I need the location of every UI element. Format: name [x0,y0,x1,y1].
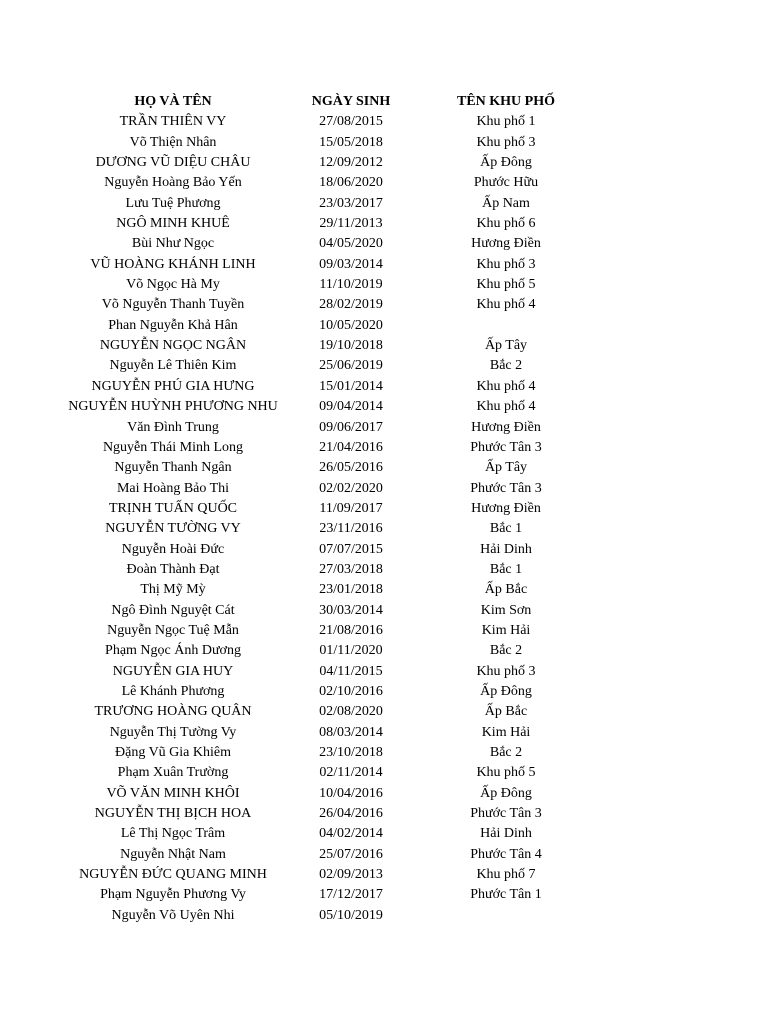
dob-cell: 08/03/2014 [319,724,383,740]
area-cell [422,316,590,336]
header-area: TÊN KHU PHỐ [456,94,555,109]
name-cell: Nguyễn Lê Thiên Kim [109,358,237,374]
table-row [66,662,706,682]
name-cell: Lê Khánh Phương [121,683,225,699]
table-header-row [66,92,706,112]
name-cell: Nguyễn Thái Minh Long [102,439,244,455]
table-row [66,824,706,844]
name-cell: NGUYỄN THỊ BỊCH HOA [94,806,252,822]
name-cell: Nguyễn Ngọc Tuệ Mẫn [107,622,239,638]
table-row [66,641,706,661]
area-cell: Bắc 1 [489,561,523,577]
table-row [66,397,706,417]
area-cell: Ấp Đông [480,155,532,171]
table-row [66,784,706,804]
table-row [66,763,706,783]
name-cell: TRƯƠNG HOÀNG QUÂN [94,704,252,720]
name-cell: VŨ HOÀNG KHÁNH LINH [90,256,256,272]
area-cell: Ấp Bắc [484,582,528,598]
name-cell: NGUYỄN HUỲNH PHƯƠNG NHU [68,399,278,415]
table-row [66,336,706,356]
dob-cell: 25/06/2019 [319,358,383,374]
name-cell: Thị Mỹ Mỳ [140,582,206,598]
name-cell: Phạm Xuân Trường [117,765,229,781]
table-row [66,377,706,397]
area-cell: Khu phố 7 [476,867,536,883]
name-cell: Phạm Nguyễn Phương Vy [100,887,246,903]
name-cell: Bùi Như Ngọc [131,236,215,252]
name-cell: Nguyễn Võ Uyên Nhi [111,907,235,923]
dob-cell: 02/11/2014 [319,765,383,781]
area-cell: Khu phố 5 [476,277,536,293]
dob-cell: 10/05/2020 [319,317,383,333]
dob-cell: 23/01/2018 [319,582,383,598]
dob-cell: 01/11/2020 [319,643,383,659]
area-cell: Kim Sơn [480,602,532,618]
area-cell: Ấp Đông [480,683,532,699]
dob-cell: 05/10/2019 [319,907,383,923]
dob-cell: 23/03/2017 [319,195,383,211]
residents-table [66,92,706,926]
area-cell: Khu phố 4 [476,378,536,394]
table-row [66,275,706,295]
dob-cell: 30/03/2014 [319,602,383,618]
table-row [66,702,706,722]
table-row [66,519,706,539]
name-cell: VÕ VĂN MINH KHÔI [106,785,240,801]
dob-cell: 15/01/2014 [319,378,383,394]
area-cell: Khu phố 6 [476,216,536,232]
table-row [66,621,706,641]
area-cell: Hải Dinh [480,826,532,842]
area-cell [422,906,590,926]
area-cell: Kim Hải [481,724,531,740]
table-row [66,845,706,865]
dob-cell: 21/04/2016 [319,439,383,455]
area-cell: Khu phố 3 [476,663,536,679]
name-cell: TRẦN THIÊN VY [119,114,227,130]
table-body [66,112,706,926]
dob-cell: 29/11/2013 [319,216,383,232]
table-row [66,112,706,132]
area-cell: Phước Tân 3 [470,806,542,822]
table-row [66,723,706,743]
area-cell: Kim Hải [481,622,531,638]
name-cell: Mai Hoàng Bảo Thi [116,480,230,496]
dob-cell: 27/03/2018 [319,561,383,577]
table-row [66,499,706,519]
dob-cell: 09/04/2014 [319,399,383,415]
area-cell: Phước Tân 4 [470,846,542,862]
name-cell: Văn Đình Trung [127,419,219,435]
table-row [66,153,706,173]
table-row [66,906,706,926]
dob-cell: 23/11/2016 [319,521,383,537]
area-cell: Ấp Nam [482,195,530,211]
name-cell: TRỊNH TUẤN QUỐC [108,500,238,516]
area-cell: Bắc 2 [489,358,523,374]
name-cell: NGUYỄN PHÚ GIA HƯNG [91,378,255,394]
area-cell: Phước Hữu [473,175,539,191]
name-cell: NGÔ MINH KHUÊ [116,216,230,232]
area-cell: Hương Điền [471,419,541,435]
dob-cell: 04/11/2015 [319,663,383,679]
table-row [66,295,706,315]
area-cell: Ấp Bắc [484,704,528,720]
dob-cell: 10/04/2016 [319,785,383,801]
table-row [66,885,706,905]
dob-cell: 15/05/2018 [319,134,383,150]
name-cell: Lưu Tuệ Phương [125,195,221,211]
dob-cell: 19/10/2018 [319,338,383,354]
area-cell: Ấp Đông [480,785,532,801]
name-cell: Võ Ngọc Hà My [126,277,220,293]
table-row [66,540,706,560]
dob-cell: 28/02/2019 [319,297,383,313]
area-cell: Bắc 2 [489,745,523,760]
table-row [66,214,706,234]
area-cell: Bắc 1 [489,521,523,537]
dob-cell: 21/08/2016 [319,622,383,638]
header-name: HỌ VÀ TÊN [134,94,212,109]
dob-cell: 25/07/2016 [319,846,383,862]
name-cell: NGUYỄN TƯỜNG VY [105,521,241,537]
dob-cell: 02/08/2020 [319,704,383,720]
dob-cell: 07/07/2015 [319,541,383,557]
dob-cell: 04/05/2020 [319,236,383,252]
table-row [66,234,706,254]
area-cell: Hương Điền [471,500,541,516]
table-row [66,418,706,438]
table-row [66,194,706,214]
table-row [66,255,706,275]
dob-cell: 27/08/2015 [319,114,383,130]
name-cell: Nguyễn Hoàng Bảo Yến [104,175,242,191]
area-cell: Hải Dinh [480,541,532,557]
dob-cell: 02/09/2013 [319,867,383,883]
dob-cell: 12/09/2012 [319,155,383,171]
dob-cell: 09/06/2017 [319,419,383,435]
table-row [66,356,706,376]
area-cell: Ấp Tây [484,460,528,476]
table-row [66,865,706,885]
area-cell: Phước Tân 1 [470,887,542,903]
table-row [66,479,706,499]
area-cell: Khu phố 4 [476,297,536,313]
area-cell: Khu phố 4 [476,399,536,415]
table-row [66,560,706,580]
table-row [66,316,706,336]
table-row [66,580,706,600]
name-cell: Phan Nguyễn Khả Hân [108,317,238,333]
table-row [66,743,706,763]
name-cell: Nguyễn Thanh Ngân [114,460,232,476]
area-cell: Khu phố 5 [476,765,536,781]
name-cell: Phạm Ngọc Ánh Dương [105,643,241,659]
name-cell: NGUYỄN GIA HUY [112,663,234,679]
table-row [66,601,706,621]
dob-cell: 02/02/2020 [319,480,383,496]
dob-cell: 23/10/2018 [319,745,383,760]
table-row [66,133,706,153]
dob-cell: 26/04/2016 [319,806,383,822]
area-cell: Hương Điền [471,236,541,252]
name-cell: Nguyễn Hoài Đức [121,541,225,557]
dob-cell: 17/12/2017 [319,887,383,903]
name-cell: DƯƠNG VŨ DIỆU CHÂU [95,155,251,171]
dob-cell: 02/10/2016 [319,683,383,699]
name-cell: Ngô Đình Nguyệt Cát [111,602,235,618]
table-row [66,173,706,193]
name-cell: Võ Nguyễn Thanh Tuyền [101,297,245,313]
name-cell: Đặng Vũ Gia Khiêm [115,745,231,760]
name-cell: NGUYỄN ĐỨC QUANG MINH [79,867,267,883]
area-cell: Khu phố 1 [476,114,536,130]
name-cell: NGUYỄN NGỌC NGÂN [99,338,247,354]
dob-cell: 09/03/2014 [319,256,383,272]
name-cell: Lê Thị Ngọc Trâm [120,826,226,842]
area-cell: Phước Tân 3 [470,439,542,455]
table-row [66,438,706,458]
name-cell: Võ Thiện Nhân [129,134,217,150]
name-cell: Nguyễn Thị Tường Vy [109,724,237,740]
table-row [66,804,706,824]
area-cell: Ấp Tây [484,338,528,354]
area-cell: Bắc 2 [489,643,523,659]
table-row [66,682,706,702]
dob-cell: 18/06/2020 [319,175,383,191]
header-dob: NGÀY SINH [311,94,391,109]
dob-cell: 04/02/2014 [319,826,383,842]
area-cell: Khu phố 3 [476,256,536,272]
area-cell: Phước Tân 3 [470,480,542,496]
dob-cell: 11/09/2017 [319,500,383,516]
name-cell: Nguyễn Nhật Nam [120,846,226,862]
dob-cell: 11/10/2019 [319,277,383,293]
name-cell: Đoàn Thành Đạt [126,561,220,577]
area-cell: Khu phố 3 [476,134,536,150]
dob-cell: 26/05/2016 [319,460,383,476]
table-row [66,458,706,478]
